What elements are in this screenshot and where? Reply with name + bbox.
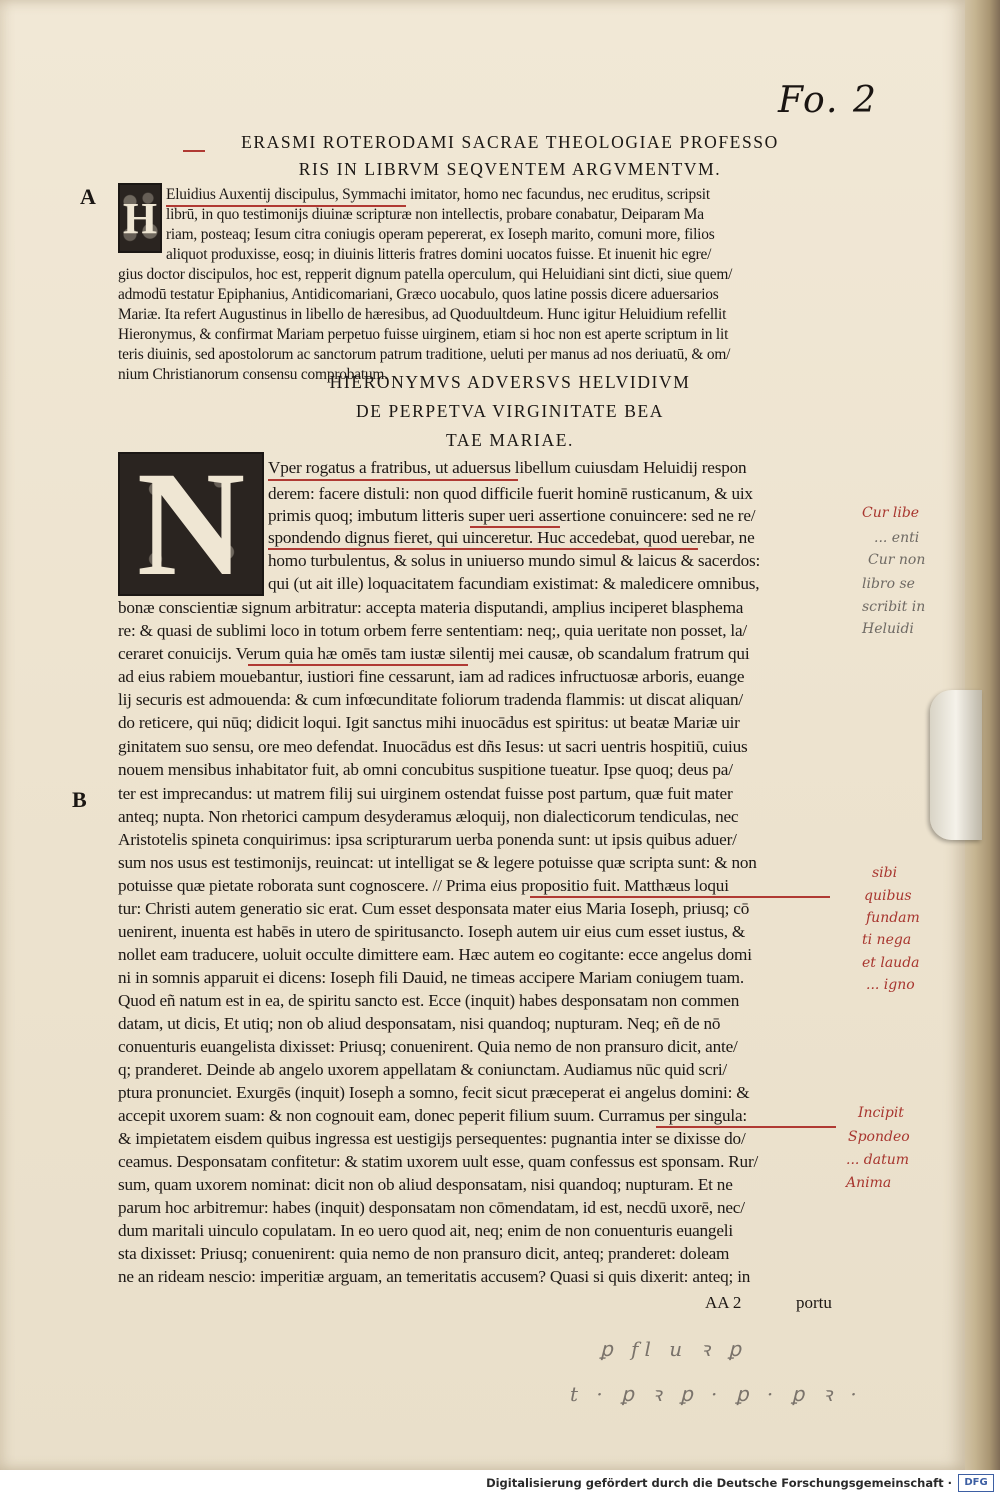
main-line: lij securis est admouenda: & cum infœcunditate foliorum tradenda flammis: ut discat aliquan/ xyxy=(118,690,744,709)
main-line: ni in somnis apparuit ei dicens: Ioseph fili Dauid, ne timeas accipere Mariam coniugem tuam. xyxy=(118,968,744,987)
dfg-logo: DFG xyxy=(958,1474,994,1492)
argument-line: nium Christianorum consensu comprobatum. xyxy=(118,366,388,383)
main-line: accepit uxorem suam: & non cognouit eam, donec peperit filium suum. Curramus per singula: xyxy=(118,1106,747,1125)
main-line: dum maritali uinculo copulatam. In eo uero quod ait, neq; enim de non conuenturis euangeli xyxy=(118,1221,733,1240)
main-line: ne an rideam nescio: imperitiæ arguam, an temeritatis accusem? Quasi si quis dixerit: anteq; in xyxy=(118,1267,751,1286)
main-line: sta dixisset: Priusq; conuenirent: quia nemo de non pransuro dicit, anteq; pranderet: doleam xyxy=(118,1244,730,1263)
main-line: sum nos usus est testimonijs, reuincat: ut intelligat se & legere potuisse quæ scripta sunt: & non xyxy=(118,853,757,872)
main-line: Aristotelis spineta conquirimus: ipsa scripturarum uerba ponenda sunt: ut ipsis quibus aduer/ xyxy=(118,830,737,849)
red-underline xyxy=(166,205,406,207)
red-underline xyxy=(183,150,205,152)
red-underline xyxy=(268,479,518,481)
margin-letter-a: A xyxy=(80,184,96,209)
marginal-note-line: et lauda xyxy=(862,955,920,971)
main-line: & impietatem eisdem quibus ingressa est uestigijs persequentes: pugnantia inter se dixisse do/ xyxy=(118,1129,746,1148)
marginal-note-line: Incipit xyxy=(858,1105,904,1121)
pencil-scribble: ꝑ fl u ꝛ ꝑ xyxy=(600,1337,747,1361)
argument-line: teris diuinis, sed apostolorum ac sanctorum patrum traditione, ueluti per manus ad nos deriuatū, & om/ xyxy=(118,346,731,363)
digitization-footer xyxy=(0,1470,1000,1495)
main-line: Vper rogatus a fratribus, ut aduersus libellum cuiusdam Heluidij respon xyxy=(268,458,747,477)
main-line: ter est imprecandus: ut matrem filij sui uirginem ostendat fuisse post partum, quæ fuit mater xyxy=(118,784,733,803)
main-line: conuenturis euangelista dixisset: Priusq; conuenirent. Quia nemo de non pransuro dicit, ante/ xyxy=(118,1037,738,1056)
marginal-note-line: Spondeo xyxy=(848,1129,910,1145)
red-underline xyxy=(530,896,830,898)
main-line: ceamus. Desponsatam confitetur: & statim uxorem uult esse, quam confessus est sponsam. Rur/ xyxy=(118,1152,759,1171)
main-line: primis quoq; imbutum litteris super ueri assertione conuincere: sed ne re/ xyxy=(268,506,756,525)
dropcap-n: N xyxy=(118,452,264,596)
argument-heading-line2: RIS IN LIBRVM SEQVENTEM ARGVMENTVM. xyxy=(298,159,722,179)
argument-line: Eluidius Auxentij discipulus, Symmachi imitator, homo nec facundus, nec eruditus, scripsit xyxy=(166,186,710,203)
red-underline xyxy=(470,526,560,528)
main-line: Quod eñ natum est in ea, de spiritu sancto est. Ecce (inquit) habes desponsatam non commen xyxy=(118,991,740,1010)
pencil-scribble: t · ꝑ ꝛ ꝑ · ꝑ · ꝑ ꝛ · xyxy=(570,1382,863,1406)
funding-notice: Digitalisierung gefördert durch die Deutsche Forschungsgemeinschaft · xyxy=(486,1475,952,1490)
marginal-note-line: sibi xyxy=(872,865,898,881)
folio-number: Fo. 2 xyxy=(778,80,878,121)
page-clip xyxy=(930,690,982,840)
marginal-note-line: libro se xyxy=(862,576,915,592)
main-line: datam, ut dicis, Et utiq; non ob aliud desponsatam, nisi quandoq; nupturam. Neq; eñ de nō xyxy=(118,1014,721,1033)
margin-letter-b: B xyxy=(72,787,87,812)
title-line3: TAE MARIAE. xyxy=(446,430,574,450)
argument-line: librū, in quo testimonijs diuinæ scripturæ non intellectis, probare conabatur, Deiparam Ma xyxy=(166,206,704,223)
marginal-note-line: ... igno xyxy=(866,977,915,993)
main-line: qui (ut ait ille) loquacitatem facundiam existimat: & maledicere omnibus, xyxy=(268,574,760,593)
main-line: bonæ conscientiæ signum arbitratur: accepta materia disputandi, amplius inciperet blasphema xyxy=(118,598,744,617)
main-line: nouem mensibus inhabitator fuit, ab omni concubitus suspitione tueatur. Ipse quoq; deus pa/ xyxy=(118,760,733,779)
main-line: re: & quasi de sublimi loco in totum orbem ferre sententiam: neq;, quia ueritate non posset, la/ xyxy=(118,621,747,640)
argument-line: aliquot produxisse, eosq; in diuinis litteris fratres domini uocatos fuisse. Et inuenit hic egre/ xyxy=(166,246,712,263)
argument-line: admodū testatur Epiphanius, Antidicomariani, Græco uocabulo, quos latine possis dicere aduersarios xyxy=(118,286,719,303)
title-line2: DE PERPETVA VIRGINITATE BEA xyxy=(355,401,665,421)
main-line: tur: Christi autem generatio sic erat. Cum esset desponsata mater eius Maria Ioseph, priusq; cō xyxy=(118,899,750,918)
marginal-note-line: ... datum xyxy=(846,1152,910,1168)
main-line: derem: facere distuli: non quod difficile fuerit hominē rusticanum, & uix xyxy=(268,484,753,503)
main-line: ginitatem suo sensu, ore meo defendat. Inuocādus est dñs Iesus: ut sacri uentris hospitiū, cuius xyxy=(118,737,748,756)
main-line: potuisse quæ pietate roborata sunt cognoscere. // Prima eius propositio fuit. Matthæus loqui xyxy=(118,876,729,895)
red-underline xyxy=(248,664,468,666)
main-line: sum, quam uxorem nominat: dicit non ob aliud desponsatam, nisi quandoq; nupturam. Et ne xyxy=(118,1175,733,1194)
main-line: nollet eam traducere, uoluit occulte dimittere eam. Hæc autem eo cogitante: ecce angelus domi xyxy=(118,945,752,964)
argument-heading-line1: ERASMI ROTERODAMI SACRAE THEOLOGIAE PROFESSO xyxy=(241,132,779,152)
catchword: portu xyxy=(796,1293,832,1312)
marginal-note-line: fundam xyxy=(866,910,920,926)
marginal-note-line: Anima xyxy=(846,1175,892,1191)
main-line: spondendo dignus fieret, qui uinceretur. Huc accedebat, quod uerebar, ne xyxy=(268,528,755,547)
main-line: anteq; nupta. Non rhetorici campum desyderamus æloquij, non dialecticorum tendiculas, nec xyxy=(118,807,739,826)
main-line: ptura pronunciet. Exurgēs (inquit) Ioseph a somno, fecit sicut præceperat ei angelus domini: & xyxy=(118,1083,750,1102)
argument-line: Hieronymus, & confirmat Mariam perpetuo fuisse uirginem, etiam si hoc non est aperte scriptum in lit xyxy=(118,326,729,343)
marginal-note-line: Cur libe xyxy=(862,505,920,521)
main-line: q; pranderet. Deinde ab angelo uxorem appellatam & coniunctam. Audiamus nūc quid scri/ xyxy=(118,1060,728,1079)
marginal-note-line: quibus xyxy=(864,888,912,904)
main-line: ceraret conuicijs. Verum quia hæ omēs tam iustæ silentij mei causæ, ob scandalum fratrum qui xyxy=(118,644,750,663)
argument-line: Mariæ. Ita refert Augustinus in libello de hæresibus, ad Quoduultdeum. Hunc igitur Heluidium refellit xyxy=(118,306,727,323)
marginal-note-line: Cur non xyxy=(868,552,926,568)
red-underline xyxy=(268,548,698,550)
main-line: do reticere, qui nūq; didicit loqui. Igit sanctus mihi inuocādus est spiritus: ut beatæ Mariæ uir xyxy=(118,713,740,732)
marginal-note-line: scribit in xyxy=(862,599,926,615)
main-line: parum hoc arbitremur: habes (inquit) desponsatam non cōmendatam, id est, necdū uxorē, nec/ xyxy=(118,1198,745,1217)
signature-mark: AA 2 xyxy=(705,1293,742,1312)
main-line: uenirent, inuenta est habēs in utero de spiritusancto. Ioseph autem uir eius cum esset iustus, & xyxy=(118,922,746,941)
main-line: ad eius rabiem mouebantur, iustiori fine cessarunt, iam ad radices infructuosæ arboris, euange xyxy=(118,667,745,686)
marginal-note-line: ... enti xyxy=(874,530,920,546)
marginal-note-line: Heluidi xyxy=(862,621,914,637)
title-line1: HIERONYMVS ADVERSVS HELVIDIVM xyxy=(329,372,691,392)
marginal-note-line: ti nega xyxy=(862,932,912,948)
red-underline xyxy=(656,1126,836,1128)
argument-line: riam, posteaq; Iesum citra coniugis operam pepererat, ex Ioseph marito, comuni more, filios xyxy=(166,226,715,243)
argument-line: gius doctor discipulos, hoc est, repperit dignum patella operculum, qui Heluidiani sint dicti, siue quem/ xyxy=(118,266,733,283)
main-line: homo turbulentus, & solus in uniuerso mundo simul & laicus & sacerdos: xyxy=(268,551,761,570)
dropcap-h: H xyxy=(118,183,162,253)
